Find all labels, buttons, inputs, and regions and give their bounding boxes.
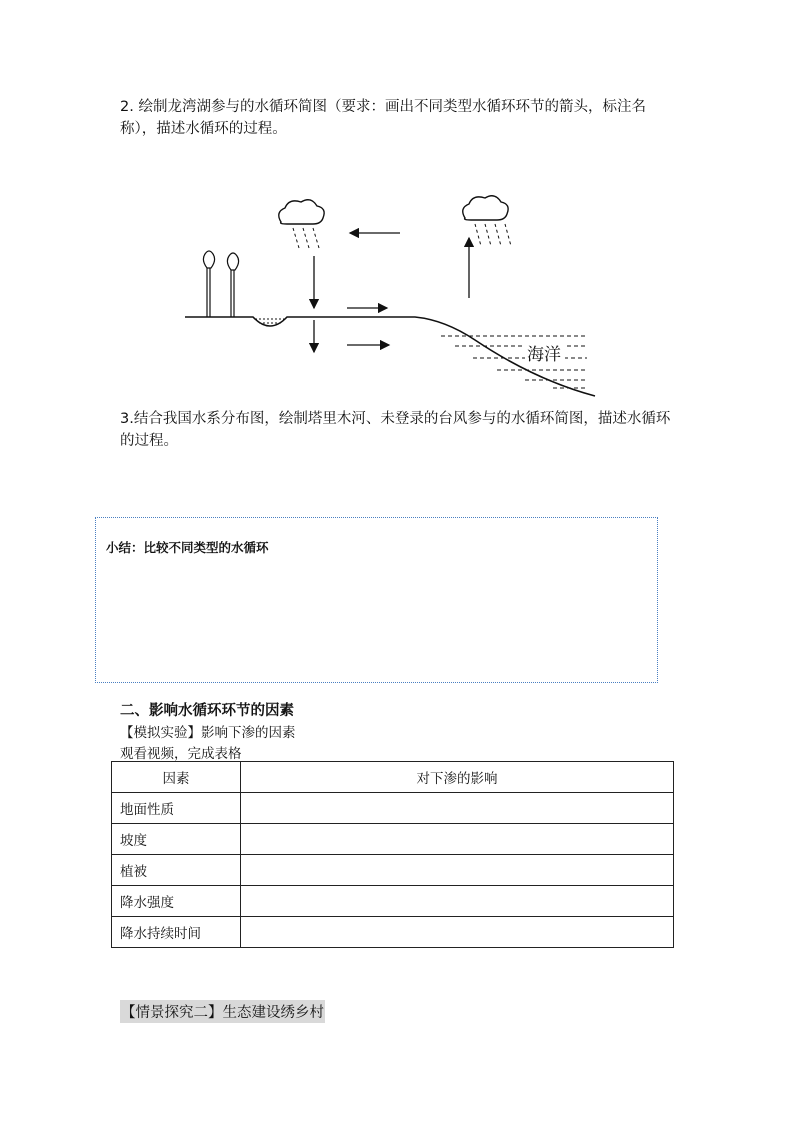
question-3: 3.结合我国水系分布图，绘制塔里木河、未登录的台风参与的水循环简图，描述水循环的过程。 (120, 411, 671, 449)
table-row (112, 917, 674, 948)
table-row (112, 855, 674, 886)
cloud-icon (279, 200, 324, 248)
factor-cell: 坡度 (112, 824, 241, 855)
instruction-text: 观看视频，完成表格 (120, 746, 242, 762)
factor-cell: 地面性质 (112, 793, 241, 824)
scenario-heading: 【情景探究二】生态建设绣乡村 (120, 1000, 325, 1023)
table-row (112, 824, 674, 855)
experiment-title: 【模拟实验】影响下渗的因素 (120, 725, 296, 741)
section-heading: 二、影响水循环环节的因素 (120, 703, 294, 719)
table-row (112, 793, 674, 824)
summary-title: 小结：比较不同类型的水循环 (106, 540, 269, 555)
table-header-row (112, 762, 674, 793)
factor-cell: 植被 (112, 855, 241, 886)
tree-icon (203, 251, 214, 317)
summary-box[interactable] (95, 517, 658, 683)
factor-table (111, 761, 674, 948)
ocean-label: 海洋 (527, 345, 561, 365)
answer-cell[interactable] (241, 886, 674, 917)
answer-cell[interactable] (241, 824, 674, 855)
header-effect: 对下渗的影响 (241, 762, 674, 793)
factor-cell: 降水持续时间 (112, 917, 241, 948)
answer-cell[interactable] (241, 917, 674, 948)
factor-cell: 降水强度 (112, 886, 241, 917)
answer-cell[interactable] (241, 793, 674, 824)
cloud-icon (463, 196, 511, 246)
ocean-water (441, 336, 587, 388)
answer-cell[interactable] (241, 855, 674, 886)
table-row (112, 886, 674, 917)
header-factor: 因素 (112, 762, 241, 793)
water-cycle-diagram (175, 190, 605, 400)
question-2: 2. 绘制龙湾湖参与的水循环简图（要求：画出不同类型水循环环节的箭头，标注名称），描述水循环的过程。 (120, 99, 646, 137)
tree-icon (227, 253, 238, 317)
